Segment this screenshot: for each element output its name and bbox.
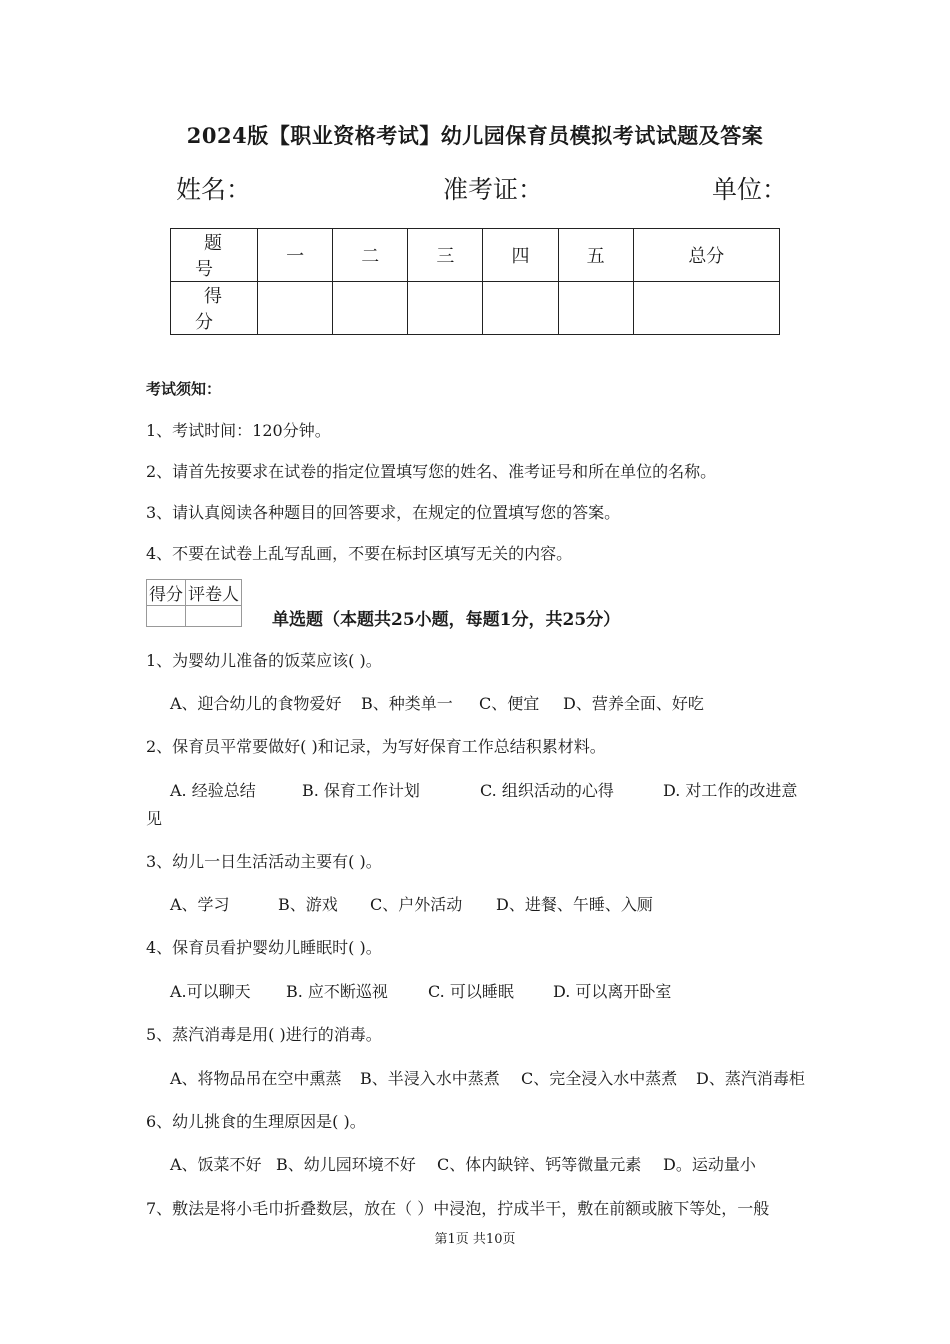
option[interactable]: C. 可以睡眠 <box>428 982 514 1001</box>
score-input-cell[interactable] <box>408 282 483 335</box>
grader-reviewer-label: 评卷人 <box>186 580 242 606</box>
option[interactable]: A、迎合幼儿的食物爱好 <box>170 694 342 713</box>
option[interactable]: C. 组织活动的心得 <box>480 781 614 800</box>
score-table-cell: 二 <box>333 229 408 282</box>
score-table-cell: 总分 <box>633 229 779 282</box>
notice-title: 考试须知： <box>146 380 222 398</box>
grader-score-label: 得分 <box>147 580 186 606</box>
notice-item: 2、请首先按要求在试卷的指定位置填写您的姓名、准考证号和所在单位的名称。 <box>146 462 717 481</box>
option[interactable]: D、进餐、午睡、入厕 <box>496 895 653 914</box>
score-input-cell[interactable] <box>558 282 633 335</box>
score-table-score-row <box>171 282 780 335</box>
exam-id-field-label: 准考证： <box>443 175 544 204</box>
option[interactable]: C、便宜 <box>479 694 540 713</box>
option[interactable]: C、户外活动 <box>370 895 463 914</box>
notice-item: 3、请认真阅读各种题目的回答要求，在规定的位置填写您的答案。 <box>146 503 621 522</box>
option[interactable]: A. 经验总结 <box>170 781 256 800</box>
question-text: 2、保育员平常要做好( )和记录，为写好保育工作总结积累材料。 <box>146 737 606 756</box>
question-text: 5、蒸汽消毒是用( )进行的消毒。 <box>146 1025 382 1044</box>
option[interactable]: D. 可以离开卧室 <box>553 982 672 1001</box>
question-text: 7、敷法是将小毛巾折叠数层，放在（ ）中浸泡，拧成半干，敷在前额或腋下等处，一般 <box>146 1199 770 1218</box>
option[interactable]: B、种类单一 <box>361 694 453 713</box>
option[interactable]: B. 应不断巡视 <box>286 982 388 1001</box>
grader-box <box>146 579 242 627</box>
question-text: 1、为婴幼儿准备的饭菜应该( )。 <box>146 651 382 670</box>
section-heading: 单选题（本题共25小题，每题1分，共25分） <box>272 610 621 630</box>
notice-item: 1、考试时间：120分钟。 <box>146 421 331 440</box>
option[interactable]: C、完全浸入水中蒸煮 <box>521 1069 678 1088</box>
score-table-cell: 三 <box>408 229 483 282</box>
question-text: 6、幼儿挑食的生理原因是( )。 <box>146 1112 366 1131</box>
option-wrap-text: 见 <box>146 809 163 828</box>
question-text: 3、幼儿一日生活活动主要有( )。 <box>146 852 382 871</box>
score-input-cell[interactable] <box>258 282 333 335</box>
score-input-cell[interactable] <box>633 282 779 335</box>
option[interactable]: A.可以聊天 <box>170 982 251 1001</box>
score-table-cell: 四 <box>483 229 558 282</box>
option[interactable]: D. 对工作的改进意 <box>663 781 798 800</box>
document-title: 2024版【职业资格考试】幼儿园保育员模拟考试试题及答案 <box>186 123 764 148</box>
option[interactable]: D、蒸汽消毒柜 <box>696 1069 805 1088</box>
option[interactable]: A、学习 <box>170 895 230 914</box>
score-input-cell[interactable] <box>333 282 408 335</box>
page-footer: 第1页 共10页 <box>434 1232 516 1247</box>
score-table <box>170 228 780 335</box>
grader-reviewer-cell[interactable] <box>186 606 242 627</box>
name-field-label: 姓名： <box>176 175 252 204</box>
score-table-header-row <box>171 229 780 282</box>
option[interactable]: A、将物品吊在空中熏蒸 <box>170 1069 342 1088</box>
question-text: 4、保育员看护婴幼儿睡眠时( )。 <box>146 938 382 957</box>
grader-score-cell[interactable] <box>147 606 186 627</box>
option[interactable]: B、半浸入水中蒸煮 <box>360 1069 500 1088</box>
score-input-cell[interactable] <box>483 282 558 335</box>
option[interactable]: B、游戏 <box>278 895 338 914</box>
option[interactable]: C、体内缺锌、钙等微量元素 <box>437 1155 642 1174</box>
score-table-cell: 得 分 <box>171 282 258 335</box>
option[interactable]: D、营养全面、好吃 <box>563 694 704 713</box>
option[interactable]: D。运动量小 <box>663 1155 756 1174</box>
notice-item: 4、不要在试卷上乱写乱画，不要在标封区填写无关的内容。 <box>146 544 573 563</box>
score-table-cell: 五 <box>558 229 633 282</box>
score-table-cell: 题 号 <box>171 229 258 282</box>
option[interactable]: A、饭菜不好 <box>170 1155 262 1174</box>
option[interactable]: B. 保育工作计划 <box>302 781 420 800</box>
unit-field-label: 单位： <box>712 175 788 204</box>
option[interactable]: B、幼儿园环境不好 <box>276 1155 416 1174</box>
score-table-cell: 一 <box>258 229 333 282</box>
